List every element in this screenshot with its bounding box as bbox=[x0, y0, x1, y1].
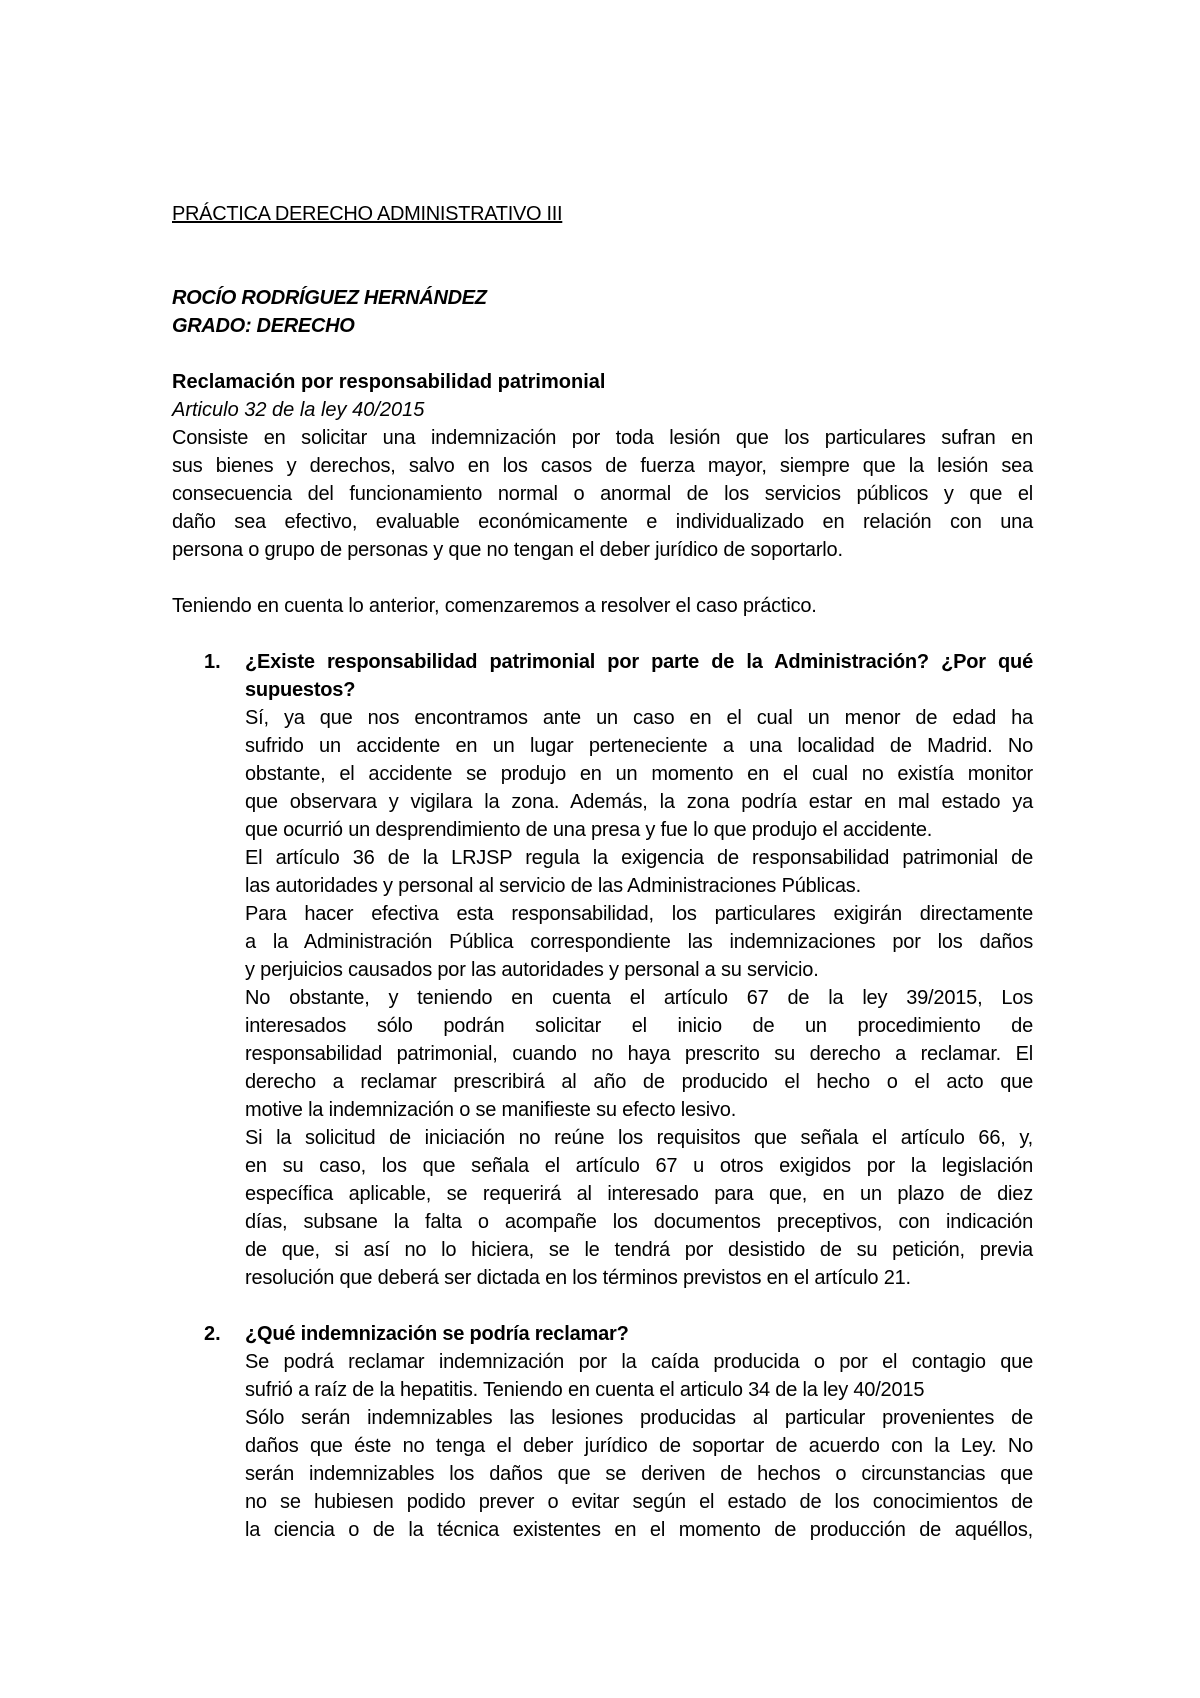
answer-line: obstante, el accidente se produjo en un momento en el cual no existía monitor bbox=[245, 763, 1033, 785]
answer-line: la ciencia o de la técnica existentes en el momento de producción de aquéllos, bbox=[245, 1519, 1033, 1541]
answer-line: Sólo serán indemnizables las lesiones producidas al particular provenientes de bbox=[245, 1407, 1033, 1429]
answer-line: motive la indemnización o se manifieste su efecto lesivo. bbox=[245, 1099, 737, 1121]
author-name: ROCÍO RODRÍGUEZ HERNÁNDEZ bbox=[172, 287, 487, 309]
intro-line: daño sea efectivo, evaluable económicamente e individualizado en relación con una bbox=[172, 511, 1033, 533]
answer-line: Si la solicitud de iniciación no reúne los requisitos que señala el artículo 66, y, bbox=[245, 1127, 1033, 1149]
intro-line: persona o grupo de personas y que no tengan el deber jurídico de soportarlo. bbox=[172, 539, 843, 561]
answer-line: serán indemnizables los daños que se deriven de hechos o circunstancias que bbox=[245, 1463, 1033, 1485]
question-text: ¿Qué indemnización se podría reclamar? bbox=[245, 1323, 629, 1345]
answer-line: sufrió a raíz de la hepatitis. Teniendo en cuenta el articulo 34 de la ley 40/2015 bbox=[245, 1379, 925, 1401]
answer-line: no se hubiesen podido prever o evitar según el estado de los conocimientos de bbox=[245, 1491, 1033, 1513]
intro-line: Consiste en solicitar una indemnización por toda lesión que los particulares sufran en bbox=[172, 427, 1033, 449]
answer-line: específica aplicable, se requerirá al interesado para que, en un plazo de diez bbox=[245, 1183, 1033, 1205]
question-text: supuestos? bbox=[245, 679, 356, 701]
answer-line: que ocurrió un desprendimiento de una presa y fue lo que produjo el accidente. bbox=[245, 819, 933, 841]
answer-line: las autoridades y personal al servicio de las Administraciones Públicas. bbox=[245, 875, 861, 897]
document-page bbox=[172, 0, 1032, 1698]
answer-line: interesados sólo podrán solicitar el inicio de un procedimiento de bbox=[245, 1015, 1033, 1037]
question-text: ¿Existe responsabilidad patrimonial por parte de la Administración? ¿Por qué bbox=[245, 651, 1033, 673]
answer-line: sufrido un accidente en un lugar perteneciente a una localidad de Madrid. No bbox=[245, 735, 1033, 757]
question-number: 2. bbox=[204, 1323, 221, 1345]
answer-line: que observara y vigilara la zona. Además, la zona podría estar en mal estado ya bbox=[245, 791, 1033, 813]
answer-line: Se podrá reclamar indemnización por la caída producida o por el contagio que bbox=[245, 1351, 1033, 1373]
question-number: 1. bbox=[204, 651, 221, 673]
answer-line: días, subsane la falta o acompañe los documentos preceptivos, con indicación bbox=[245, 1211, 1033, 1233]
degree-label: GRADO: DERECHO bbox=[172, 315, 355, 337]
transition-paragraph: Teniendo en cuenta lo anterior, comenzaremos a resolver el caso práctico. bbox=[172, 595, 817, 617]
answer-line: y perjuicios causados por las autoridades y personal a su servicio. bbox=[245, 959, 819, 981]
answer-line: de que, si así no lo hiciera, se le tendrá por desistido de su petición, previa bbox=[245, 1239, 1033, 1261]
intro-line: sus bienes y derechos, salvo en los casos de fuerza mayor, siempre que la lesión sea bbox=[172, 455, 1033, 477]
answer-line: Sí, ya que nos encontramos ante un caso en el cual un menor de edad ha bbox=[245, 707, 1033, 729]
answer-line: No obstante, y teniendo en cuenta el artículo 67 de la ley 39/2015, Los bbox=[245, 987, 1033, 1009]
article-reference: Articulo 32 de la ley 40/2015 bbox=[172, 399, 425, 421]
answer-line: daños que éste no tenga el deber jurídico de soportar de acuerdo con la Ley. No bbox=[245, 1435, 1033, 1457]
answer-line: derecho a reclamar prescribirá al año de producido el hecho o el acto que bbox=[245, 1071, 1033, 1093]
answer-line: Para hacer efectiva esta responsabilidad, los particulares exigirán directamente bbox=[245, 903, 1033, 925]
intro-line: consecuencia del funcionamiento normal o anormal de los servicios públicos y que el bbox=[172, 483, 1033, 505]
answer-line: responsabilidad patrimonial, cuando no haya prescrito su derecho a reclamar. El bbox=[245, 1043, 1033, 1065]
answer-line: El artículo 36 de la LRJSP regula la exigencia de responsabilidad patrimonial de bbox=[245, 847, 1033, 869]
answer-line: resolución que deberá ser dictada en los términos previstos en el artículo 21. bbox=[245, 1267, 911, 1289]
section-heading: Reclamación por responsabilidad patrimonial bbox=[172, 371, 606, 393]
document-title: PRÁCTICA DERECHO ADMINISTRATIVO III bbox=[172, 203, 563, 225]
answer-line: a la Administración Pública correspondiente las indemnizaciones por los daños bbox=[245, 931, 1033, 953]
answer-line: en su caso, los que señala el artículo 67 u otros exigidos por la legislación bbox=[245, 1155, 1033, 1177]
